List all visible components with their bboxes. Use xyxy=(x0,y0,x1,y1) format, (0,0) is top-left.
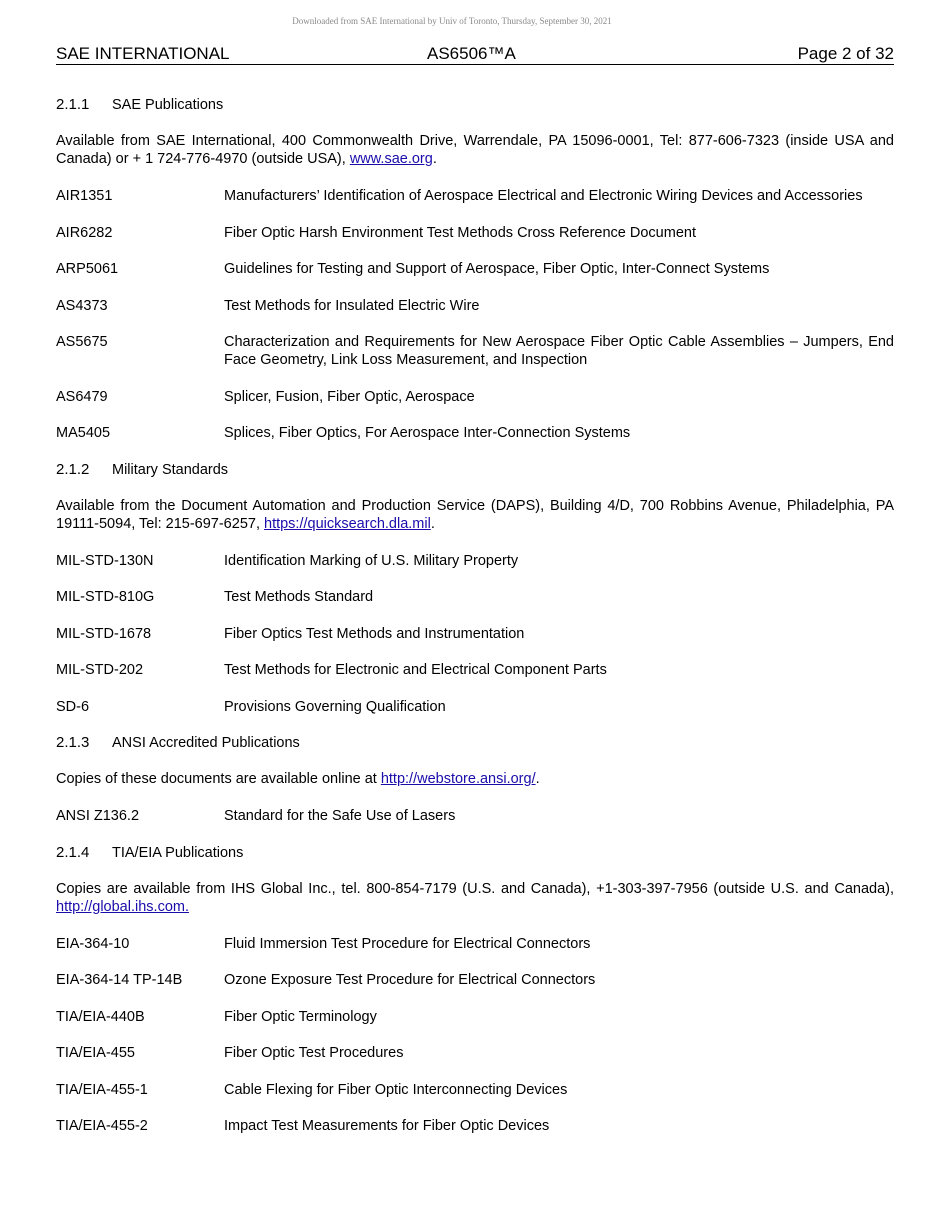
section-number: 2.1.4 xyxy=(56,843,90,861)
reference-entry xyxy=(56,971,894,989)
reference-title: Test Methods for Insulated Electric Wire xyxy=(224,297,480,314)
reference-title: Fiber Optic Test Procedures xyxy=(224,1045,404,1061)
section-heading xyxy=(56,734,894,752)
intro-text: Available from SAE International, 400 Commonwealth Drive, Warrendale, PA 15096-0001, Tel: 877-606-7323 (inside USA and Canada) or + 1 724-776-4970 (outside USA), xyxy=(56,133,894,167)
reference-entry xyxy=(56,1117,894,1135)
reference-code: ARP5061 xyxy=(56,261,119,277)
reference-entry xyxy=(56,260,894,278)
reference-code: AS5675 xyxy=(56,334,108,350)
source-link[interactable]: http://webstore.ansi.org/ xyxy=(380,771,536,787)
reference-title: Guidelines for Testing and Support of Aerospace, Fiber Optic, Inter-Connect Systems xyxy=(224,261,770,277)
reference-title: Impact Test Measurements for Fiber Optic Devices xyxy=(224,1118,550,1134)
source-link[interactable]: https://quicksearch.dla.mil xyxy=(264,515,431,532)
section-title: SAE Publications xyxy=(112,97,224,113)
reference-entry xyxy=(56,661,894,679)
section-title: Military Standards xyxy=(112,461,229,478)
reference-code: MIL-STD-130N xyxy=(56,552,154,569)
reference-entry xyxy=(56,552,894,570)
section-title: TIA/EIA Publications xyxy=(112,844,244,861)
intro-text: Copies are available from IHS Global Inc., tel. 800-854-7179 (U.S. and Canada), +1-303-397-7956 (outside U.S. and Canada), xyxy=(56,880,894,897)
intro-text: Available from the Document Automation and Production Service (DAPS), Building 4/D, 700 Robbins Avenue, Philadelphia, PA 19111-5094, Tel: 215-697-6257, xyxy=(56,497,894,532)
reference-entry xyxy=(56,1044,894,1062)
reference-code: EIA-364-14 TP-14B xyxy=(56,972,183,988)
reference-code: AS6479 xyxy=(56,388,108,405)
reference-entry xyxy=(56,807,894,825)
reference-entry xyxy=(56,1008,894,1026)
reference-title: Provisions Governing Qualification xyxy=(224,698,446,715)
reference-title: Standard for the Safe Use of Lasers xyxy=(224,808,456,824)
section-intro xyxy=(56,770,894,788)
section-number: 2.1.3 xyxy=(56,734,90,751)
reference-title: Test Methods for Electronic and Electrical Component Parts xyxy=(224,662,607,678)
reference-title: Splices, Fiber Optics, For Aerospace Inter-Connection Systems xyxy=(224,425,631,441)
reference-code: TIA/EIA-455 xyxy=(56,1045,135,1061)
reference-title: Characterization and Requirements for New Aerospace Fiber Optic Cable Assemblies – Jumpers, End Face Geometry, Link Loss Measurement, and Inspection xyxy=(224,334,894,368)
page-number: Page 2 of 32 xyxy=(797,44,894,63)
reference-code: SD-6 xyxy=(56,698,90,715)
section-number: 2.1.2 xyxy=(56,460,90,478)
reference-code: AS4373 xyxy=(56,297,108,314)
intro-end: . xyxy=(432,151,437,167)
reference-title: Fiber Optic Terminology xyxy=(224,1008,377,1025)
reference-code: ANSI Z136.2 xyxy=(56,808,140,824)
reference-entry xyxy=(56,224,894,242)
reference-title: Fiber Optic Harsh Environment Test Methods Cross Reference Document xyxy=(224,224,696,241)
section-heading xyxy=(56,844,894,862)
section-heading xyxy=(56,96,894,114)
reference-entry xyxy=(56,424,894,442)
download-watermark: Downloaded from SAE International by Univ of Toronto, Thursday, September 30, 2021 xyxy=(292,16,612,26)
reference-entry xyxy=(56,1081,894,1099)
publisher-name: SAE INTERNATIONAL xyxy=(56,44,230,63)
reference-entry xyxy=(56,388,894,406)
reference-title: Ozone Exposure Test Procedure for Electrical Connectors xyxy=(224,972,596,988)
intro-end: . xyxy=(430,515,435,532)
reference-code: MIL-STD-810G xyxy=(56,589,155,605)
reference-code: TIA/EIA-455-2 xyxy=(56,1118,148,1134)
reference-code: MIL-STD-1678 xyxy=(56,625,152,642)
document-number: AS6506™A xyxy=(427,44,516,63)
reference-code: MA5405 xyxy=(56,425,111,441)
reference-title: Fiber Optics Test Methods and Instrumentation xyxy=(224,625,525,642)
section-intro xyxy=(56,132,894,168)
reference-entry xyxy=(56,187,894,205)
section-number: 2.1.1 xyxy=(56,96,90,113)
reference-title: Test Methods Standard xyxy=(224,589,374,605)
reference-entry xyxy=(56,698,894,716)
reference-code: MIL-STD-202 xyxy=(56,662,144,678)
reference-entry xyxy=(56,935,894,953)
page-header xyxy=(56,44,894,65)
source-link[interactable]: http://global.ihs.com. xyxy=(56,898,189,915)
reference-entry xyxy=(56,588,894,606)
reference-entry xyxy=(56,333,894,369)
reference-title: Cable Flexing for Fiber Optic Interconnecting Devices xyxy=(224,1081,568,1098)
document-body xyxy=(56,96,894,1154)
intro-end: . xyxy=(535,771,540,787)
section-title: ANSI Accredited Publications xyxy=(112,735,300,751)
reference-code: TIA/EIA-440B xyxy=(56,1008,145,1025)
reference-title: Fluid Immersion Test Procedure for Electrical Connectors xyxy=(224,935,591,952)
reference-entry xyxy=(56,297,894,315)
intro-text: Copies of these documents are available online at xyxy=(56,771,381,787)
section-intro xyxy=(56,497,894,533)
source-link[interactable]: www.sae.org xyxy=(349,151,433,167)
section-intro xyxy=(56,880,894,916)
section-heading xyxy=(56,461,894,479)
reference-code: AIR1351 xyxy=(56,188,113,204)
reference-code: AIR6282 xyxy=(56,224,113,241)
reference-entry xyxy=(56,625,894,643)
reference-title: Identification Marking of U.S. Military Property xyxy=(224,552,519,569)
reference-code: TIA/EIA-455-1 xyxy=(56,1081,148,1098)
reference-title: Manufacturers’ Identification of Aerospace Electrical and Electronic Wiring Devices and Accessories xyxy=(224,188,863,204)
reference-code: EIA-364-10 xyxy=(56,935,130,952)
reference-title: Splicer, Fusion, Fiber Optic, Aerospace xyxy=(224,388,475,405)
